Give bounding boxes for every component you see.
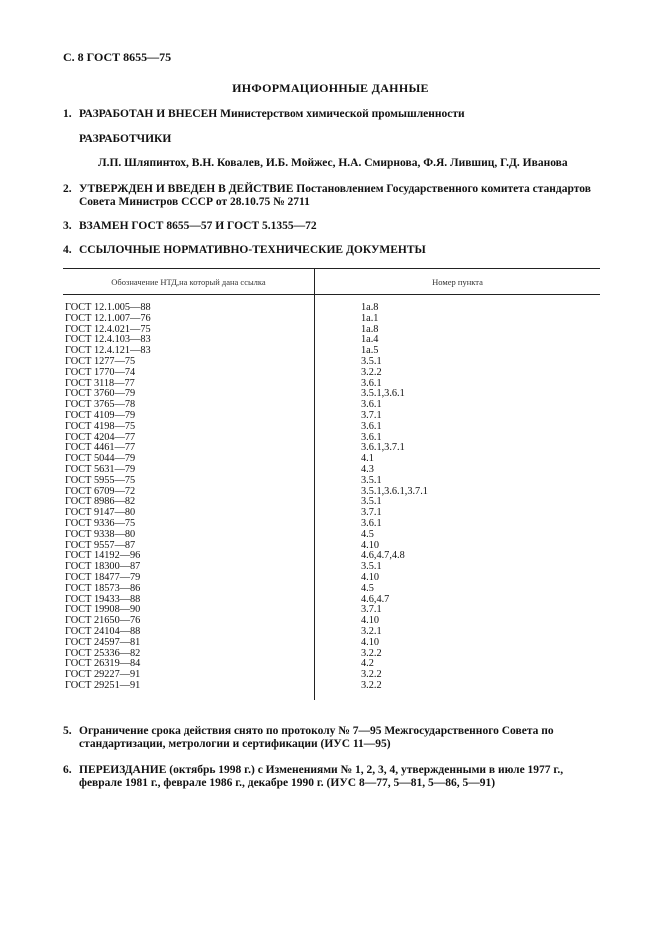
clause-cell: 3.7.1 xyxy=(361,507,382,519)
item-label: УТВЕРЖДЕН И ВВЕДЕН В ДЕЙСТВИЕ xyxy=(79,183,294,195)
table-row xyxy=(63,295,600,314)
document-cell: ГОСТ 3765—78 xyxy=(63,400,315,411)
item-text: (октябрь 1998 г.) с Изменениями № 1, 2, 3, 4, утвержденными в июле 1977 г., феврале 1981 г., феврале 1986 г., декабре 1990 г. (ИУС 8—77, 5—81, 5—86, 5—91) xyxy=(79,764,564,789)
clause-cell: 3.2.2 xyxy=(361,366,382,378)
clause-cell: 3.6.1 xyxy=(361,431,382,443)
item-number: 6. xyxy=(63,764,72,776)
item-2 xyxy=(63,183,608,209)
document-cell: ГОСТ 9147—80 xyxy=(63,508,315,519)
document-cell: ГОСТ 4204—77 xyxy=(63,433,315,444)
document-cell: ГОСТ 25336—82 xyxy=(63,649,315,660)
item-number: 2. xyxy=(63,183,72,195)
table-row xyxy=(63,616,600,627)
table-row xyxy=(63,357,600,368)
clause-cell: 4.6,4.7 xyxy=(361,593,390,605)
table-row xyxy=(63,487,600,498)
table-row xyxy=(63,476,600,487)
item-label: ВЗАМЕН ГОСТ 8655—57 И ГОСТ 5.1355—72 xyxy=(79,220,317,232)
table-row xyxy=(63,411,600,422)
table-row xyxy=(63,627,600,638)
item-6 xyxy=(63,764,608,790)
table-header-row xyxy=(63,269,600,295)
clause-cell: 3.6.1,3.7.1 xyxy=(361,442,405,454)
clause-cell: 3.5.1 xyxy=(361,561,382,573)
clause-cell: 3.5.1 xyxy=(361,496,382,508)
item-label: РАЗРАБОТАН И ВНЕСЕН xyxy=(79,108,218,120)
table-row xyxy=(63,681,600,700)
document-cell: ГОСТ 1277—75 xyxy=(63,357,315,368)
clause-cell: 3.2.1 xyxy=(361,625,382,637)
document-cell: ГОСТ 3118—77 xyxy=(63,379,315,390)
table-row xyxy=(63,551,600,562)
document-cell: ГОСТ 12.1.007—76 xyxy=(63,314,315,325)
clause-cell: 3.6.1 xyxy=(361,377,382,389)
clause-cell: 1а.8 xyxy=(361,302,379,313)
document-cell: ГОСТ 29227—91 xyxy=(63,670,315,681)
table-row xyxy=(63,562,600,573)
document-cell: ГОСТ 6709—72 xyxy=(63,487,315,498)
table-row xyxy=(63,670,600,681)
table-row xyxy=(63,649,600,660)
document-cell: ГОСТ 21650—76 xyxy=(63,616,315,627)
clause-cell: 3.2.2 xyxy=(361,679,382,691)
document-cell: ГОСТ 4461—77 xyxy=(63,443,315,454)
table-row xyxy=(63,497,600,508)
clause-cell: 1а.8 xyxy=(361,323,379,335)
item-4 xyxy=(63,244,608,257)
document-cell: ГОСТ 18300—87 xyxy=(63,562,315,573)
table-row xyxy=(63,530,600,541)
table-row xyxy=(63,605,600,616)
table-row xyxy=(63,584,600,595)
item-3 xyxy=(63,220,608,233)
clause-cell: 4.10 xyxy=(361,539,380,551)
document-cell: ГОСТ 14192—96 xyxy=(63,551,315,562)
clause-cell: 3.7.1 xyxy=(361,604,382,616)
item-label: ПЕРЕИЗДАНИЕ xyxy=(79,764,167,776)
document-cell: ГОСТ 24597—81 xyxy=(63,638,315,649)
table-row xyxy=(63,346,600,357)
item-text: Министерством химической промышленности xyxy=(217,108,465,120)
table-row xyxy=(63,389,600,400)
document-cell: ГОСТ 12.1.005—88 xyxy=(63,295,315,314)
item-1 xyxy=(63,108,608,121)
item-5 xyxy=(63,725,608,751)
clause-cell: 4.1 xyxy=(361,453,374,465)
clause-cell: 3.6.1 xyxy=(361,399,382,411)
item-number: 5. xyxy=(63,725,72,737)
clause-cell: 4.10 xyxy=(361,571,380,583)
document-cell: ГОСТ 19908—90 xyxy=(63,605,315,616)
document-cell: ГОСТ 24104—88 xyxy=(63,627,315,638)
document-cell: ГОСТ 18573—86 xyxy=(63,584,315,595)
table-row xyxy=(63,433,600,444)
table-row xyxy=(63,508,600,519)
clause-cell: 4.10 xyxy=(361,636,380,648)
table-row xyxy=(63,454,600,465)
clause-cell: 3.2.2 xyxy=(361,647,382,659)
column-header-clause: Номер пункта xyxy=(315,269,601,295)
table-row xyxy=(63,595,600,606)
developers-list: Л.П. Шляпинтох, В.Н. Ковалев, И.Б. Мойжес, Н.А. Смирнова, Ф.Я. Лившиц, Г.Д. Иванова xyxy=(98,157,568,169)
clause-cell: 4.5 xyxy=(361,528,374,540)
document-cell: ГОСТ 8986—82 xyxy=(63,497,315,508)
table-row xyxy=(63,400,600,411)
clause-cell: 1а.4 xyxy=(361,334,379,346)
document-cell: ГОСТ 5631—79 xyxy=(63,465,315,476)
table-row xyxy=(63,422,600,433)
clause-cell: 4.5 xyxy=(361,582,374,594)
table-row xyxy=(63,443,600,454)
item-number: 1. xyxy=(63,108,72,120)
table-row xyxy=(63,465,600,476)
table-row xyxy=(63,659,600,670)
developers-heading: РАЗРАБОТЧИКИ xyxy=(79,133,172,145)
column-header-document: Обозначение НТД,на который дана ссылка xyxy=(63,269,315,295)
document-cell: ГОСТ 19433—88 xyxy=(63,595,315,606)
document-cell: ГОСТ 9336—75 xyxy=(63,519,315,530)
table-row xyxy=(63,314,600,325)
clause-cell: 4.2 xyxy=(361,658,374,670)
clause-cell: 3.5.1,3.6.1 xyxy=(361,388,405,400)
document-cell: ГОСТ 9338—80 xyxy=(63,530,315,541)
item-number: 3. xyxy=(63,220,72,232)
clause-cell: 3.2.2 xyxy=(361,669,382,681)
clause-cell: 4.6,4.7,4.8 xyxy=(361,550,405,562)
table-row xyxy=(63,368,600,379)
page-header: С. 8 ГОСТ 8655—75 xyxy=(63,50,172,64)
document-cell: ГОСТ 12.4.103—83 xyxy=(63,335,315,346)
clause-cell: 3.6.1 xyxy=(361,517,382,529)
reference-documents-table xyxy=(63,268,600,700)
item-label: ССЫЛОЧНЫЕ НОРМАТИВНО-ТЕХНИЧЕСКИЕ ДОКУМЕНТЫ xyxy=(79,244,426,256)
document-cell: ГОСТ 4198—75 xyxy=(63,422,315,433)
document-cell: ГОСТ 9557—87 xyxy=(63,541,315,552)
clause-cell: 3.5.1 xyxy=(361,474,382,486)
table-row xyxy=(63,638,600,649)
document-cell: ГОСТ 5955—75 xyxy=(63,476,315,487)
document-cell: ГОСТ 29251—91 xyxy=(63,681,315,700)
document-cell: ГОСТ 26319—84 xyxy=(63,659,315,670)
clause-cell: 3.6.1 xyxy=(361,420,382,432)
section-title: ИНФОРМАЦИОННЫЕ ДАННЫЕ xyxy=(232,81,429,95)
clause-cell: 4.10 xyxy=(361,615,380,627)
clause-cell: 4.3 xyxy=(361,463,374,475)
table-row xyxy=(63,573,600,584)
table-row xyxy=(63,379,600,390)
document-cell: ГОСТ 1770—74 xyxy=(63,368,315,379)
item-text: Постановлением Государственного комитета стандартов Совета Министров СССР от 28.10.75 № 2711 xyxy=(79,183,591,208)
document-cell: ГОСТ 4109—79 xyxy=(63,411,315,422)
table-row xyxy=(63,541,600,552)
document-cell: ГОСТ 3760—79 xyxy=(63,389,315,400)
table-row xyxy=(63,519,600,530)
document-cell: ГОСТ 12.4.121—83 xyxy=(63,346,315,357)
clause-cell: 3.7.1 xyxy=(361,409,382,421)
item-number: 4. xyxy=(63,244,72,256)
clause-cell: 1а.5 xyxy=(361,345,379,357)
clause-cell: 3.5.1 xyxy=(361,355,382,367)
clause-cell: 1а.1 xyxy=(361,312,379,324)
item-text: Ограничение срока действия снято по протоколу № 7—95 Межгосударственного Совета по стандартизации, метрологии и сертификации (ИУС 11—95) xyxy=(79,725,554,750)
clause-cell: 3.5.1,3.6.1,3.7.1 xyxy=(361,485,428,497)
document-cell: ГОСТ 18477—79 xyxy=(63,573,315,584)
document-cell: ГОСТ 5044—79 xyxy=(63,454,315,465)
document-cell: ГОСТ 12.4.021—75 xyxy=(63,325,315,336)
